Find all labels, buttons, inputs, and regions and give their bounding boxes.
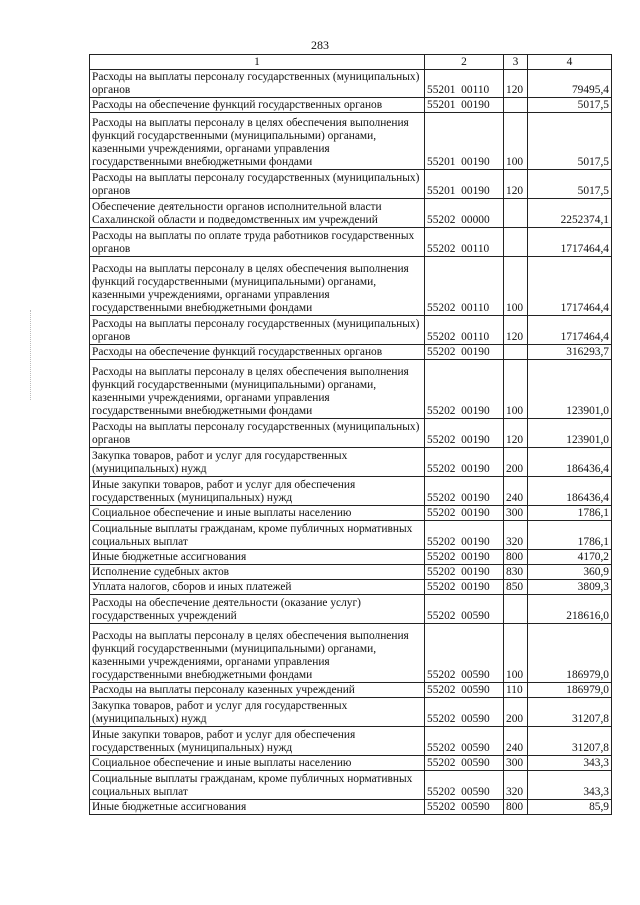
row-kvr-cell: 100 [504, 257, 528, 316]
row-sum-cell: 3809,3 [528, 580, 612, 595]
row-code-cell: 55202 00110 [425, 228, 504, 257]
row-code-cell: 55202 00190 [425, 521, 504, 550]
row-sum-cell: 343,3 [528, 771, 612, 800]
row-sum-cell: 79495,4 [528, 70, 612, 98]
table-body [90, 70, 612, 815]
row-code-cell: 55202 00000 [425, 199, 504, 228]
row-name-cell: Исполнение судебных актов [90, 565, 425, 580]
row-kvr-cell: 100 [504, 624, 528, 683]
table-row [90, 521, 612, 550]
row-name-cell: Закупка товаров, работ и услуг для государственных (муниципальных) нужд [90, 448, 425, 477]
row-kvr-cell [504, 345, 528, 360]
row-code-cell: 55201 00190 [425, 113, 504, 170]
row-code-cell: 55201 00190 [425, 170, 504, 199]
row-code-cell: 55202 00590 [425, 727, 504, 756]
row-kvr-cell: 240 [504, 477, 528, 506]
table-row [90, 257, 612, 316]
row-sum-cell: 1786,1 [528, 521, 612, 550]
table-row [90, 98, 612, 113]
row-kvr-cell [504, 199, 528, 228]
budget-table [89, 54, 612, 815]
row-name-cell: Обеспечение деятельности органов исполнительной власти Сахалинской области и подведомственных им учреждений [90, 199, 425, 228]
row-kvr-cell: 120 [504, 70, 528, 98]
row-name-cell: Расходы на выплаты персоналу казенных учреждений [90, 683, 425, 698]
row-kvr-cell: 800 [504, 550, 528, 565]
row-code-cell: 55202 00590 [425, 756, 504, 771]
row-sum-cell: 360,9 [528, 565, 612, 580]
row-code-cell: 55201 00110 [425, 70, 504, 98]
row-kvr-cell [504, 98, 528, 113]
row-name-cell: Уплата налогов, сборов и иных платежей [90, 580, 425, 595]
row-kvr-cell: 120 [504, 316, 528, 345]
table-row [90, 477, 612, 506]
table-row [90, 113, 612, 170]
row-sum-cell: 1786,1 [528, 506, 612, 521]
row-kvr-cell: 110 [504, 683, 528, 698]
row-sum-cell: 186436,4 [528, 448, 612, 477]
table-row [90, 565, 612, 580]
row-code-cell: 55201 00190 [425, 98, 504, 113]
row-name-cell: Иные закупки товаров, работ и услуг для обеспечения государственных (муниципальных) нужд [90, 477, 425, 506]
row-code-cell: 55202 00590 [425, 800, 504, 815]
header-row [90, 55, 612, 70]
table-row [90, 506, 612, 521]
table-row [90, 550, 612, 565]
table-row [90, 580, 612, 595]
header-col-4: 4 [528, 55, 612, 70]
row-kvr-cell: 120 [504, 170, 528, 199]
row-name-cell: Расходы на выплаты персоналу государственных (муниципальных) органов [90, 316, 425, 345]
row-kvr-cell: 100 [504, 360, 528, 419]
row-code-cell: 55202 00110 [425, 257, 504, 316]
row-sum-cell: 343,3 [528, 756, 612, 771]
row-name-cell: Расходы на выплаты персоналу в целях обеспечения выполнения функций государственными (муниципальными) органами, казенными учреждениями, органами управления государственными внебюджетными фондами [90, 257, 425, 316]
scan-margin-mark [30, 310, 32, 400]
row-kvr-cell [504, 228, 528, 257]
row-kvr-cell: 200 [504, 448, 528, 477]
row-name-cell: Расходы на выплаты по оплате труда работников государственных органов [90, 228, 425, 257]
row-code-cell: 55202 00190 [425, 506, 504, 521]
row-sum-cell: 5017,5 [528, 113, 612, 170]
row-name-cell: Расходы на выплаты персоналу государственных (муниципальных) органов [90, 170, 425, 199]
row-sum-cell: 85,9 [528, 800, 612, 815]
row-code-cell: 55202 00590 [425, 624, 504, 683]
table-row [90, 170, 612, 199]
table-row [90, 419, 612, 448]
row-code-cell: 55202 00590 [425, 698, 504, 727]
row-name-cell: Расходы на выплаты персоналу государственных (муниципальных) органов [90, 419, 425, 448]
header-col-2: 2 [425, 55, 504, 70]
row-kvr-cell: 320 [504, 771, 528, 800]
row-name-cell: Расходы на выплаты персоналу в целях обеспечения выполнения функций государственными (муниципальными) органами, казенными учреждениями, органами управления государственными внебюджетными фондами [90, 624, 425, 683]
row-name-cell: Социальное обеспечение и иные выплаты населению [90, 506, 425, 521]
table-row [90, 316, 612, 345]
table-row [90, 228, 612, 257]
row-sum-cell: 31207,8 [528, 727, 612, 756]
row-code-cell: 55202 00190 [425, 345, 504, 360]
table-row [90, 624, 612, 683]
row-name-cell: Социальные выплаты гражданам, кроме публичных нормативных социальных выплат [90, 521, 425, 550]
table-row [90, 727, 612, 756]
row-name-cell: Закупка товаров, работ и услуг для государственных (муниципальных) нужд [90, 698, 425, 727]
row-code-cell: 55202 00590 [425, 595, 504, 624]
row-sum-cell: 31207,8 [528, 698, 612, 727]
row-sum-cell: 1717464,4 [528, 257, 612, 316]
table-row [90, 756, 612, 771]
row-name-cell: Расходы на выплаты персоналу в целях обеспечения выполнения функций государственными (муниципальными) органами, казенными учреждениями, органами управления государственными внебюджетными фондами [90, 360, 425, 419]
row-sum-cell: 4170,2 [528, 550, 612, 565]
table-row [90, 698, 612, 727]
row-sum-cell: 1717464,4 [528, 316, 612, 345]
row-code-cell: 55202 00190 [425, 419, 504, 448]
row-name-cell: Социальные выплаты гражданам, кроме публичных нормативных социальных выплат [90, 771, 425, 800]
row-kvr-cell: 320 [504, 521, 528, 550]
row-sum-cell: 218616,0 [528, 595, 612, 624]
row-name-cell: Расходы на обеспечение функций государственных органов [90, 98, 425, 113]
row-kvr-cell: 100 [504, 113, 528, 170]
row-sum-cell: 316293,7 [528, 345, 612, 360]
row-kvr-cell: 800 [504, 800, 528, 815]
table-row [90, 70, 612, 98]
row-name-cell: Расходы на выплаты персоналу в целях обеспечения выполнения функций государственными (муниципальными) органами, казенными учреждениями, органами управления государственными внебюджетными фондами [90, 113, 425, 170]
row-code-cell: 55202 00590 [425, 771, 504, 800]
row-code-cell: 55202 00190 [425, 565, 504, 580]
row-name-cell: Иные закупки товаров, работ и услуг для обеспечения государственных (муниципальных) нужд [90, 727, 425, 756]
table-row [90, 448, 612, 477]
table-row [90, 199, 612, 228]
row-kvr-cell: 300 [504, 506, 528, 521]
row-name-cell: Расходы на обеспечение деятельности (оказание услуг) государственных учреждений [90, 595, 425, 624]
row-sum-cell: 123901,0 [528, 419, 612, 448]
row-sum-cell: 5017,5 [528, 170, 612, 199]
row-sum-cell: 123901,0 [528, 360, 612, 419]
row-kvr-cell: 830 [504, 565, 528, 580]
row-sum-cell: 186436,4 [528, 477, 612, 506]
row-code-cell: 55202 00190 [425, 448, 504, 477]
row-kvr-cell: 200 [504, 698, 528, 727]
row-kvr-cell: 300 [504, 756, 528, 771]
row-name-cell: Расходы на выплаты персоналу государственных (муниципальных) органов [90, 70, 425, 98]
row-code-cell: 55202 00590 [425, 683, 504, 698]
page-number: 283 [311, 38, 329, 52]
table-row [90, 683, 612, 698]
row-kvr-cell [504, 595, 528, 624]
row-name-cell: Расходы на обеспечение функций государственных органов [90, 345, 425, 360]
table-row [90, 595, 612, 624]
row-sum-cell: 186979,0 [528, 624, 612, 683]
row-name-cell: Социальное обеспечение и иные выплаты населению [90, 756, 425, 771]
row-code-cell: 55202 00190 [425, 360, 504, 419]
row-sum-cell: 2252374,1 [528, 199, 612, 228]
row-code-cell: 55202 00190 [425, 550, 504, 565]
header-col-3: 3 [504, 55, 528, 70]
table-row [90, 345, 612, 360]
row-name-cell: Иные бюджетные ассигнования [90, 800, 425, 815]
row-kvr-cell: 850 [504, 580, 528, 595]
table-row [90, 771, 612, 800]
row-code-cell: 55202 00110 [425, 316, 504, 345]
row-kvr-cell: 240 [504, 727, 528, 756]
row-sum-cell: 1717464,4 [528, 228, 612, 257]
row-sum-cell: 5017,5 [528, 98, 612, 113]
row-code-cell: 55202 00190 [425, 580, 504, 595]
header-col-1: 1 [90, 55, 425, 70]
row-name-cell: Иные бюджетные ассигнования [90, 550, 425, 565]
table-row [90, 800, 612, 815]
row-sum-cell: 186979,0 [528, 683, 612, 698]
row-code-cell: 55202 00190 [425, 477, 504, 506]
row-kvr-cell: 120 [504, 419, 528, 448]
table-row [90, 360, 612, 419]
